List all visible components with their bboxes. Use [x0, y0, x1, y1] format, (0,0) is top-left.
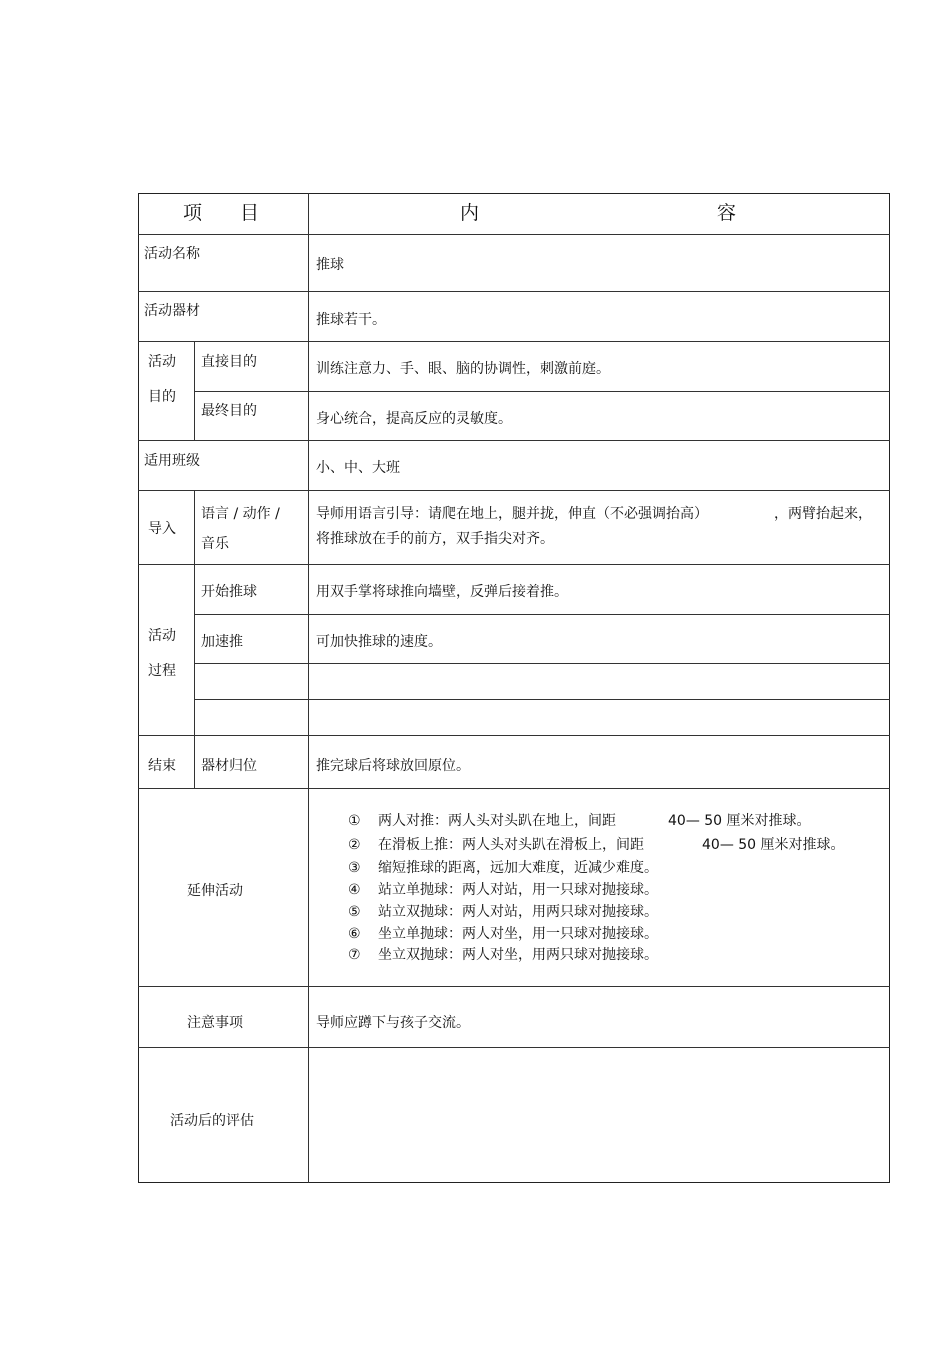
extension-label: 延伸活动	[187, 883, 243, 899]
row-divider	[194, 614, 890, 615]
intro-content-a: 导师用语言引导：请爬在地上，腿并拢，伸直（不必强调抬高）	[316, 506, 708, 522]
name-content: 推球	[316, 257, 344, 273]
extension-item-text: 站立单抛球：两人对站，用一只球对抛接球。	[378, 882, 658, 898]
extension-item-number: ⑦	[348, 947, 361, 963]
row-divider	[138, 490, 890, 491]
header-item-a: 项	[183, 202, 203, 224]
extension-item	[348, 835, 644, 855]
final-goal-content: 身心统合，提高反应的灵敏度。	[316, 411, 512, 427]
extension-item-text: 坐立双抛球：两人对坐，用两只球对抛接球。	[378, 947, 658, 963]
extension-item-number: ①	[348, 813, 361, 829]
row-divider	[138, 234, 890, 235]
extension-item	[348, 924, 658, 944]
direct-goal-label: 直接目的	[201, 354, 257, 370]
goal-label-a: 活动	[148, 354, 176, 370]
class-label: 适用班级	[144, 453, 200, 469]
extension-item-text: 坐立单抛球：两人对坐，用一只球对抛接球。	[378, 926, 658, 942]
row-divider	[138, 341, 890, 342]
intro-content-a2: ，两臂抬起来，	[774, 506, 872, 522]
extension-item	[348, 902, 658, 922]
evaluation-label: 活动后的评估	[170, 1113, 254, 1129]
intro-label: 导入	[148, 521, 176, 537]
direct-goal-content: 训练注意力、手、眼、脑的协调性，刺激前庭。	[316, 361, 610, 377]
header-content-b: 容	[717, 202, 737, 224]
equipment-label: 活动器材	[144, 303, 200, 319]
row-divider	[138, 735, 890, 736]
column-divider	[194, 490, 195, 788]
step2-content: 可加快推球的速度。	[316, 634, 442, 650]
row-divider	[138, 1047, 890, 1048]
extension-item	[348, 945, 658, 965]
extension-item	[348, 811, 616, 831]
row-divider	[138, 788, 890, 789]
notes-content: 导师应蹲下与孩子交流。	[316, 1015, 470, 1031]
row-divider	[194, 663, 890, 664]
end-label: 结束	[148, 758, 176, 774]
extension-item-number: ②	[348, 837, 361, 853]
end-content: 推完球后将球放回原位。	[316, 758, 470, 774]
row-divider	[194, 391, 890, 392]
extension-item-text: 站立双抛球：两人对站，用两只球对抛接球。	[378, 904, 658, 920]
notes-label: 注意事项	[187, 1015, 243, 1031]
class-content: 小、中、大班	[316, 460, 400, 476]
extension-item	[348, 880, 658, 900]
extension-item-text: 在滑板上推：两人头对头趴在滑板上，间距	[378, 837, 644, 853]
extension-item-distance: 40— 50 厘米对推球。	[702, 837, 845, 853]
equipment-content: 推球若干。	[316, 312, 386, 328]
extension-item	[348, 858, 658, 878]
extension-item-number: ⑥	[348, 926, 361, 942]
row-divider	[194, 699, 890, 700]
step1-content: 用双手掌将球推向墙壁，反弹后接着推。	[316, 584, 568, 600]
row-divider	[138, 440, 890, 441]
row-divider	[138, 986, 890, 987]
final-goal-label: 最终目的	[201, 403, 257, 419]
goal-label-b: 目的	[148, 389, 176, 405]
step1-label: 开始推球	[201, 584, 257, 600]
extension-item-number: ③	[348, 860, 361, 876]
process-label-a: 活动	[148, 628, 176, 644]
extension-item-number: ⑤	[348, 904, 361, 920]
header-content-a: 内	[460, 202, 480, 224]
extension-item-number: ④	[348, 882, 361, 898]
step2-label: 加速推	[201, 634, 243, 650]
intro-sub-b: 音乐	[201, 536, 229, 552]
intro-content-b: 将推球放在手的前方，双手指尖对齐。	[316, 531, 554, 547]
column-divider	[194, 341, 195, 440]
column-divider	[308, 193, 309, 1183]
intro-sub-a: 语言 / 动作 /	[201, 506, 280, 522]
extension-item-text: 两人对推：两人头对头趴在地上，间距	[378, 813, 616, 829]
end-sub: 器材归位	[201, 758, 257, 774]
header-item-b: 目	[240, 202, 260, 224]
row-divider	[138, 564, 890, 565]
extension-item-text: 缩短推球的距离，远加大难度，近减少难度。	[378, 860, 658, 876]
extension-item-distance: 40— 50 厘米对推球。	[668, 813, 811, 829]
name-label: 活动名称	[144, 246, 200, 262]
row-divider	[138, 291, 890, 292]
process-label-b: 过程	[148, 663, 176, 679]
